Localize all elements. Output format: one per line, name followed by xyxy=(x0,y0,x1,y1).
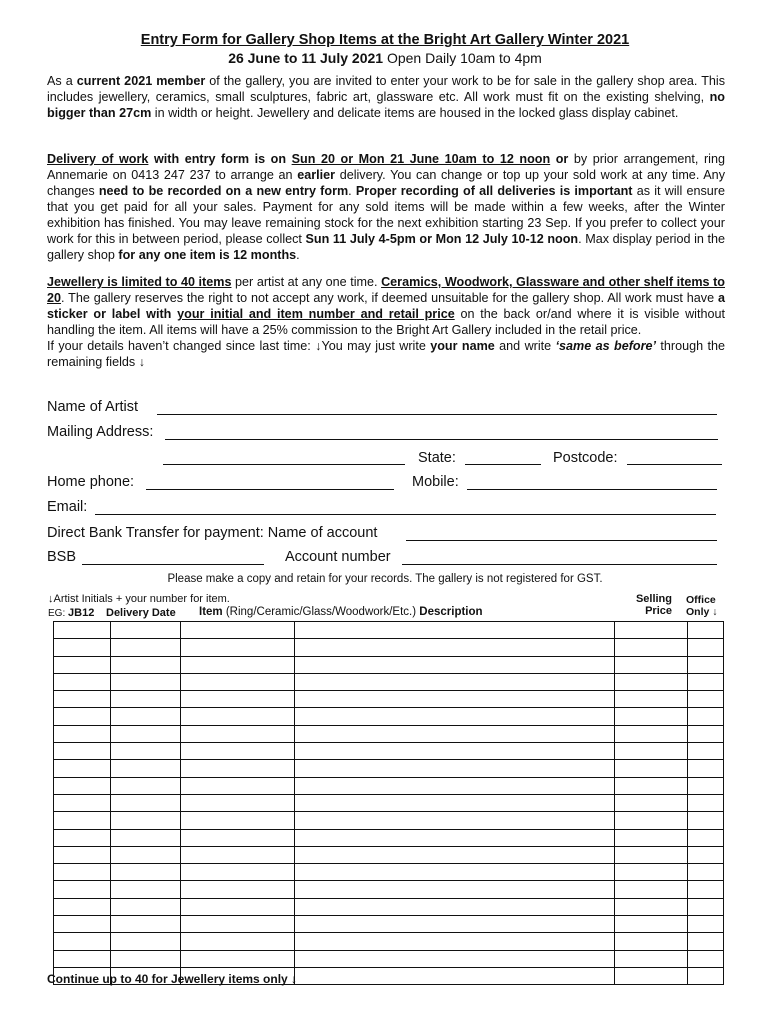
table-cell[interactable] xyxy=(688,777,724,794)
table-cell[interactable] xyxy=(54,760,111,777)
table-cell[interactable] xyxy=(181,812,295,829)
mobile-label: Mobile: xyxy=(412,474,459,490)
table-row xyxy=(54,794,724,811)
table-cell[interactable] xyxy=(54,656,111,673)
table-cell[interactable] xyxy=(181,950,295,967)
table-cell[interactable] xyxy=(615,794,688,811)
table-cell[interactable] xyxy=(688,864,724,881)
table-cell[interactable] xyxy=(111,950,181,967)
table-cell[interactable] xyxy=(181,846,295,863)
table-cell[interactable] xyxy=(111,725,181,742)
table-cell[interactable] xyxy=(181,639,295,656)
table-cell[interactable] xyxy=(111,760,181,777)
table-cell[interactable] xyxy=(181,794,295,811)
table-cell[interactable] xyxy=(181,656,295,673)
bsb-label: BSB xyxy=(47,549,77,565)
table-cell[interactable] xyxy=(54,725,111,742)
table-cell[interactable] xyxy=(181,622,295,639)
table-cell[interactable] xyxy=(688,673,724,690)
items-table xyxy=(53,621,724,985)
account-number-line[interactable] xyxy=(402,564,717,565)
office-only-header: Office Only ↓ xyxy=(686,594,718,618)
table-cell[interactable] xyxy=(54,743,111,760)
table-cell[interactable] xyxy=(111,898,181,915)
table-row xyxy=(54,622,724,639)
table-cell[interactable] xyxy=(181,725,295,742)
state-label: State: xyxy=(418,450,456,466)
table-cell[interactable] xyxy=(54,794,111,811)
table-cell[interactable] xyxy=(615,881,688,898)
table-cell[interactable] xyxy=(615,691,688,708)
table-cell[interactable] xyxy=(181,898,295,915)
table-cell[interactable] xyxy=(181,691,295,708)
table-row xyxy=(54,864,724,881)
table-cell[interactable] xyxy=(615,777,688,794)
table-cell[interactable] xyxy=(688,829,724,846)
table-cell[interactable] xyxy=(111,916,181,933)
table-cell[interactable] xyxy=(181,708,295,725)
table-cell[interactable] xyxy=(295,846,615,863)
postcode-line[interactable] xyxy=(627,464,722,465)
continue-note: Continue up to 40 for Jewellery items only ↓ xyxy=(47,972,298,986)
table-cell[interactable] xyxy=(54,673,111,690)
table-cell[interactable] xyxy=(295,656,615,673)
table-cell[interactable] xyxy=(181,881,295,898)
table-cell[interactable] xyxy=(688,846,724,863)
bank-account-name-label: Direct Bank Transfer for payment: Name of account xyxy=(47,525,378,541)
table-cell[interactable] xyxy=(295,725,615,742)
table-cell[interactable] xyxy=(295,691,615,708)
table-cell[interactable] xyxy=(111,794,181,811)
table-cell[interactable] xyxy=(54,829,111,846)
postcode-label: Postcode: xyxy=(553,450,618,466)
table-cell[interactable] xyxy=(688,760,724,777)
table-cell[interactable] xyxy=(295,950,615,967)
table-cell[interactable] xyxy=(615,829,688,846)
table-cell[interactable] xyxy=(615,933,688,950)
table-cell[interactable] xyxy=(111,933,181,950)
table-cell[interactable] xyxy=(295,622,615,639)
table-cell[interactable] xyxy=(111,656,181,673)
table-cell[interactable] xyxy=(295,760,615,777)
table-row xyxy=(54,673,724,690)
table-cell[interactable] xyxy=(615,622,688,639)
email-line[interactable] xyxy=(95,514,716,515)
table-cell[interactable] xyxy=(688,881,724,898)
table-cell[interactable] xyxy=(688,898,724,915)
table-cell[interactable] xyxy=(181,864,295,881)
table-cell[interactable] xyxy=(615,673,688,690)
table-cell[interactable] xyxy=(54,691,111,708)
table-cell[interactable] xyxy=(54,622,111,639)
table-cell[interactable] xyxy=(688,812,724,829)
table-cell[interactable] xyxy=(181,760,295,777)
state-line[interactable] xyxy=(465,464,541,465)
table-row xyxy=(54,829,724,846)
table-cell[interactable] xyxy=(615,967,688,984)
table-cell[interactable] xyxy=(688,743,724,760)
table-cell[interactable] xyxy=(111,673,181,690)
example-code-header: EG: JB12 xyxy=(48,607,95,619)
table-cell[interactable] xyxy=(295,881,615,898)
table-cell[interactable] xyxy=(181,829,295,846)
table-cell[interactable] xyxy=(615,656,688,673)
table-cell[interactable] xyxy=(181,916,295,933)
table-cell[interactable] xyxy=(295,967,615,984)
table-cell[interactable] xyxy=(111,812,181,829)
table-row xyxy=(54,898,724,915)
opening-hours: Open Daily 10am to 4pm xyxy=(386,50,542,66)
form-title: Entry Form for Gallery Shop Items at the Bright Art Gallery Winter 2021 xyxy=(140,32,630,48)
table-row xyxy=(54,725,724,742)
table-cell[interactable] xyxy=(688,622,724,639)
table-cell[interactable] xyxy=(295,708,615,725)
table-cell[interactable] xyxy=(615,864,688,881)
table-cell[interactable] xyxy=(295,933,615,950)
table-cell[interactable] xyxy=(111,691,181,708)
table-cell[interactable] xyxy=(615,812,688,829)
items-table-body xyxy=(54,622,724,985)
table-cell[interactable] xyxy=(111,846,181,863)
table-cell[interactable] xyxy=(111,743,181,760)
table-cell[interactable] xyxy=(615,708,688,725)
item-header: Item (Ring/Ceramic/Glass/Woodwork/Etc.) Description xyxy=(199,606,483,618)
table-cell[interactable] xyxy=(295,812,615,829)
table-cell[interactable] xyxy=(295,916,615,933)
table-row xyxy=(54,691,724,708)
table-cell[interactable] xyxy=(54,812,111,829)
table-cell[interactable] xyxy=(54,777,111,794)
table-cell[interactable] xyxy=(615,916,688,933)
table-cell[interactable] xyxy=(111,777,181,794)
table-cell[interactable] xyxy=(688,933,724,950)
table-cell[interactable] xyxy=(295,743,615,760)
table-cell[interactable] xyxy=(295,777,615,794)
table-row xyxy=(54,777,724,794)
table-cell[interactable] xyxy=(295,864,615,881)
delivery-paragraph: Delivery of work with entry form is on Sun 20 or Mon 21 June 10am to 12 noon or by prior arrangement, ring Annemarie on 0413 247 237 to arrange an earlier delivery. You can change or top up your sold work at any time. Any changes need to be recorded on a new entry form. Proper recording of all deliveries is important as it will ensure that you get paid for all your sales. Payment for any sold items will be made within a few weeks, after the Winter exhibition has finished. You may leave remaining stock for the next exhibition starting 23 Sep. If you prefer to collect your work for this in between period, please collect Sun 11 July 4-5pm or Mon 12 July 10-12 noon. Max display period in the gallery shop for any one item is 12 months. xyxy=(47,152,725,262)
table-cell[interactable] xyxy=(181,933,295,950)
table-cell[interactable] xyxy=(295,673,615,690)
table-cell[interactable] xyxy=(181,743,295,760)
table-row xyxy=(54,639,724,656)
table-cell[interactable] xyxy=(111,622,181,639)
table-cell[interactable] xyxy=(54,708,111,725)
account-number-label: Account number xyxy=(285,549,391,565)
table-cell[interactable] xyxy=(615,760,688,777)
home-phone-line[interactable] xyxy=(146,489,394,490)
table-row xyxy=(54,743,724,760)
table-cell[interactable] xyxy=(615,950,688,967)
table-row xyxy=(54,933,724,950)
table-cell[interactable] xyxy=(688,967,724,984)
table-cell[interactable] xyxy=(54,846,111,863)
table-row xyxy=(54,950,724,967)
name-of-artist-label: Name of Artist xyxy=(47,399,139,415)
mobile-line[interactable] xyxy=(467,489,717,490)
delivery-date-header: Delivery Date xyxy=(106,607,176,619)
table-cell[interactable] xyxy=(111,864,181,881)
table-cell[interactable] xyxy=(615,743,688,760)
table-cell[interactable] xyxy=(688,656,724,673)
table-cell[interactable] xyxy=(295,898,615,915)
table-row xyxy=(54,916,724,933)
table-cell[interactable] xyxy=(295,794,615,811)
name-of-artist-line[interactable] xyxy=(157,414,717,415)
table-cell[interactable] xyxy=(54,916,111,933)
table-cell[interactable] xyxy=(54,950,111,967)
table-row xyxy=(54,656,724,673)
table-cell[interactable] xyxy=(688,691,724,708)
table-cell[interactable] xyxy=(54,864,111,881)
table-row xyxy=(54,760,724,777)
mailing-address-line[interactable] xyxy=(165,439,718,440)
jewellery-paragraph: Jewellery is limited to 40 items per artist at any one time. Ceramics, Woodwork, Glassware and other shelf items to 20. The gallery reserves the right to not accept any work, if deemed unsuitable for the gallery shop. All work must have a sticker or label with your initial and item number and retail price on the back or/and where it is visible without handling the item. All items will have a 25% commission to the Bright Art Gallery included in the retail price. If your details haven’t changed since last time: ↓You may just write your name and write ‘same as before’ through the remaining fields ↓ xyxy=(47,275,725,369)
table-cell[interactable] xyxy=(295,829,615,846)
form-subtitle xyxy=(0,50,770,66)
table-cell[interactable] xyxy=(54,898,111,915)
selling-price-header: Selling Price xyxy=(635,593,672,617)
records-note: Please make a copy and retain for your records. The gallery is not registered for GST. xyxy=(167,573,603,585)
table-cell[interactable] xyxy=(688,725,724,742)
table-cell[interactable] xyxy=(688,708,724,725)
table-cell[interactable] xyxy=(111,708,181,725)
table-cell[interactable] xyxy=(615,639,688,656)
bsb-line[interactable] xyxy=(82,564,264,565)
table-row xyxy=(54,881,724,898)
table-cell[interactable] xyxy=(111,881,181,898)
table-cell[interactable] xyxy=(688,794,724,811)
mailing-address-label: Mailing Address: xyxy=(47,424,154,440)
table-cell[interactable] xyxy=(54,933,111,950)
table-cell[interactable] xyxy=(54,639,111,656)
email-label: Email: xyxy=(47,499,88,515)
intro-paragraph: As a current 2021 member of the gallery, you are invited to enter your work to be for sale in the gallery shop area. This includes jewellery, ceramics, small sculptures, fabric art, glassware etc. All work must fit on the existing shelving, no bigger than 27cm in width or height. Jewellery and delicate items are housed in the locked glass display cabinet. xyxy=(47,74,726,120)
table-row xyxy=(54,708,724,725)
table-cell[interactable] xyxy=(54,881,111,898)
table-cell[interactable] xyxy=(615,725,688,742)
table-cell[interactable] xyxy=(688,639,724,656)
table-cell[interactable] xyxy=(181,777,295,794)
table-row xyxy=(54,846,724,863)
mailing-address-line-2[interactable] xyxy=(163,464,405,465)
table-cell[interactable] xyxy=(295,639,615,656)
bank-account-name-line[interactable] xyxy=(406,540,717,541)
table-cell[interactable] xyxy=(688,916,724,933)
table-cell[interactable] xyxy=(111,639,181,656)
home-phone-label: Home phone: xyxy=(47,474,135,490)
table-cell[interactable] xyxy=(615,846,688,863)
table-cell[interactable] xyxy=(615,898,688,915)
table-cell[interactable] xyxy=(181,673,295,690)
artist-initials-header: ↓Artist Initials + your number for item. xyxy=(48,593,230,605)
table-row xyxy=(54,812,724,829)
table-cell[interactable] xyxy=(688,950,724,967)
exhibition-dates: 26 June to 11 July 2021 xyxy=(228,50,384,66)
table-cell[interactable] xyxy=(111,829,181,846)
